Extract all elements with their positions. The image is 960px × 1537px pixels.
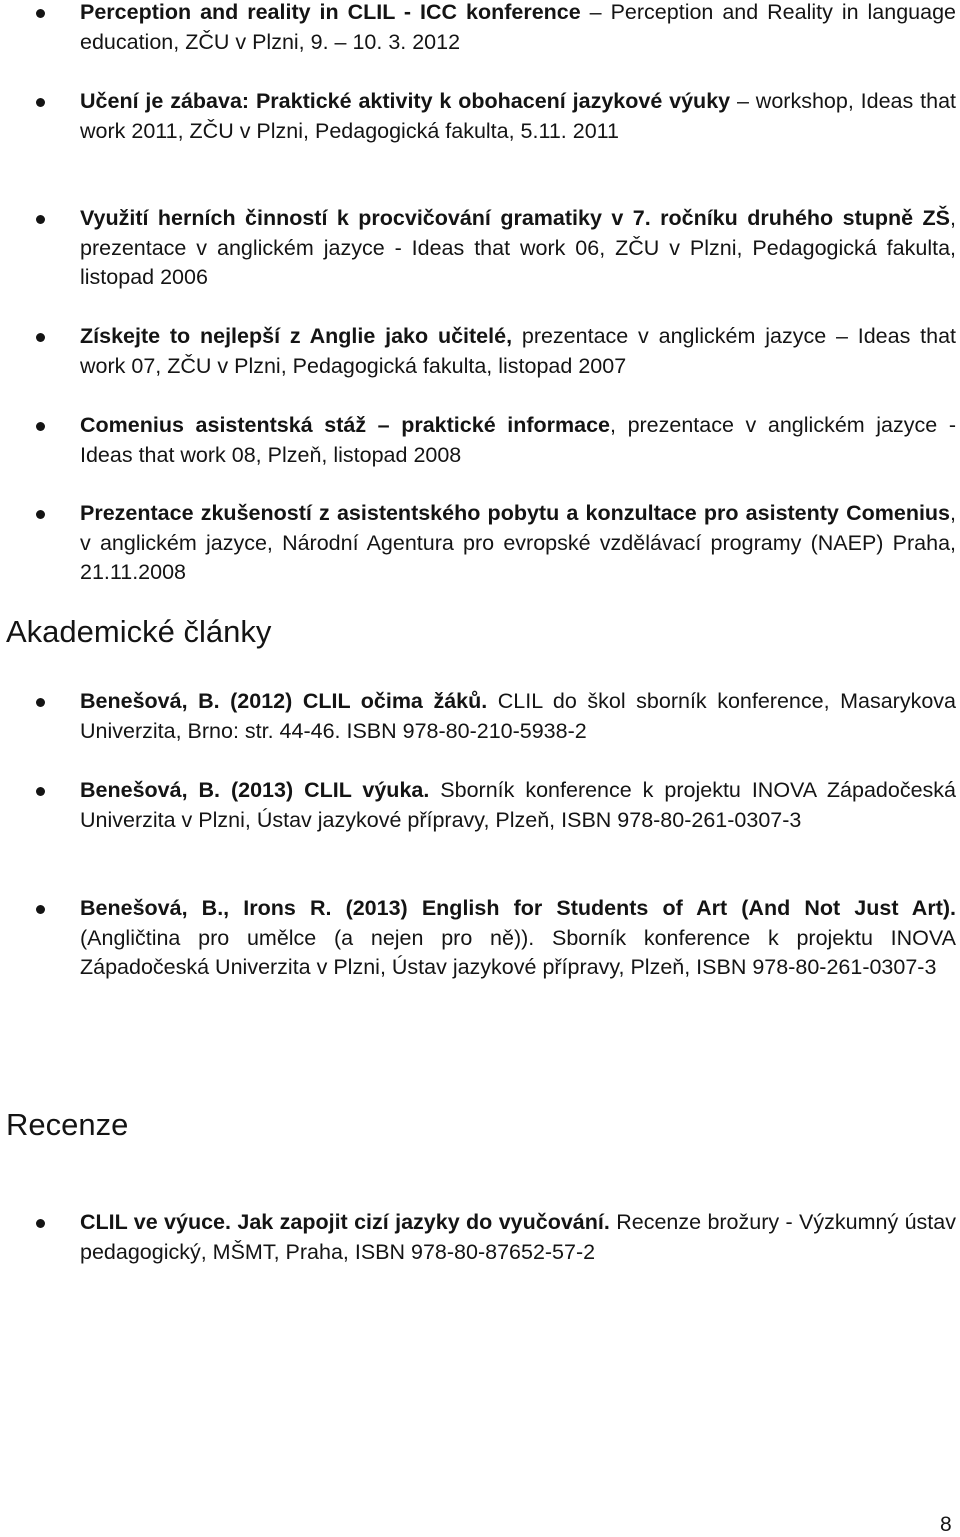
item-details: CLIL do škol sborník konference, Masarykova Univerzita, Brno: str. 44-46. ISBN 978-80-210-5938-2 bbox=[80, 689, 957, 743]
list-item bbox=[80, 87, 956, 146]
item-details: , prezentace v anglickém jazyce - Ideas that work 08, Plzeň, listopad 2008 bbox=[80, 413, 956, 467]
item-details: prezentace v anglickém jazyce – Ideas that work 07, ZČU v Plzni, Pedagogická fakulta, listopad 2007 bbox=[80, 324, 956, 378]
bullet bbox=[36, 333, 45, 342]
item-title: Prezentace zkušeností z asistentského pobytu a konzultace pro asistenty Comenius bbox=[80, 501, 951, 525]
list-item bbox=[80, 894, 956, 983]
item-title: Perception and reality in CLIL - ICC konference bbox=[80, 0, 581, 24]
bullet bbox=[36, 510, 45, 519]
bullet bbox=[36, 1219, 45, 1228]
item-details: , prezentace v anglickém jazyce - Ideas that work 06, ZČU v Plzni, Pedagogická fakulta, listopad 2006 bbox=[80, 206, 956, 289]
item-details: , v anglickém jazyce, Národní Agentura pro evropské vzdělávací programy (NAEP) Praha, 21.11.2008 bbox=[80, 501, 956, 584]
list-item bbox=[80, 499, 956, 588]
page-number: 8 bbox=[940, 1513, 952, 1536]
bullet bbox=[36, 215, 45, 224]
item-details: Sborník konference k projektu INOVA Západočeská Univerzita v Plzni, Ústav jazykové přípravy, Plzeň, ISBN 978-80-261-0307-3 bbox=[80, 778, 956, 832]
list-item bbox=[80, 687, 956, 746]
bullet bbox=[36, 9, 45, 18]
list-item bbox=[80, 204, 956, 293]
section-heading-academic: Akademické články bbox=[6, 614, 272, 649]
item-details: Recenze brožury - Výzkumný ústav pedagogický, MŠMT, Praha, ISBN 978-80-87652-57-2 bbox=[80, 1210, 956, 1264]
item-details: – workshop, Ideas that work 2011, ZČU v Plzni, Pedagogická fakulta, 5.11. 2011 bbox=[80, 89, 956, 143]
item-title: Comenius asistentská stáž – praktické informace bbox=[80, 413, 610, 437]
bullet bbox=[36, 787, 45, 796]
bullet bbox=[36, 698, 45, 707]
item-title: Získejte to nejlepší z Anglie jako učitelé, bbox=[80, 324, 513, 348]
list-item bbox=[80, 0, 956, 57]
item-title: Benešová, B. (2013) CLIL výuka. bbox=[80, 778, 430, 802]
bullet bbox=[36, 905, 45, 914]
item-details: – Perception and Reality in language education, ZČU v Plzni, 9. – 10. 3. 2012 bbox=[80, 0, 956, 54]
bullet bbox=[36, 422, 45, 431]
item-title: CLIL ve výuce. Jak zapojit cizí jazyky do vyučování. bbox=[80, 1210, 610, 1234]
item-details: (Angličtina pro umělce (a nejen pro ně)). Sborník konference k projektu INOVA Západočeská Univerzita v Plzni, Ústav jazykové přípravy, Plzeň, ISBN 978-80-261-0307-3 bbox=[80, 925, 956, 979]
item-title: Učení je zábava: Praktické aktivity k obohacení jazykové výuky bbox=[80, 89, 731, 113]
section-heading-reviews: Recenze bbox=[6, 1107, 129, 1142]
bullet bbox=[36, 98, 45, 107]
list-item bbox=[80, 411, 956, 470]
list-item bbox=[80, 1208, 956, 1267]
item-title: Benešová, B., Irons R. (2013) English for Students of Art (And Not Just Art). bbox=[80, 896, 956, 920]
item-title: Benešová, B. (2012) CLIL očima žáků. bbox=[80, 689, 488, 713]
list-item bbox=[80, 776, 956, 835]
list-item bbox=[80, 322, 956, 381]
item-title: Využití herních činností k procvičování gramatiky v 7. ročníku druhého stupně ZŠ bbox=[80, 206, 951, 230]
